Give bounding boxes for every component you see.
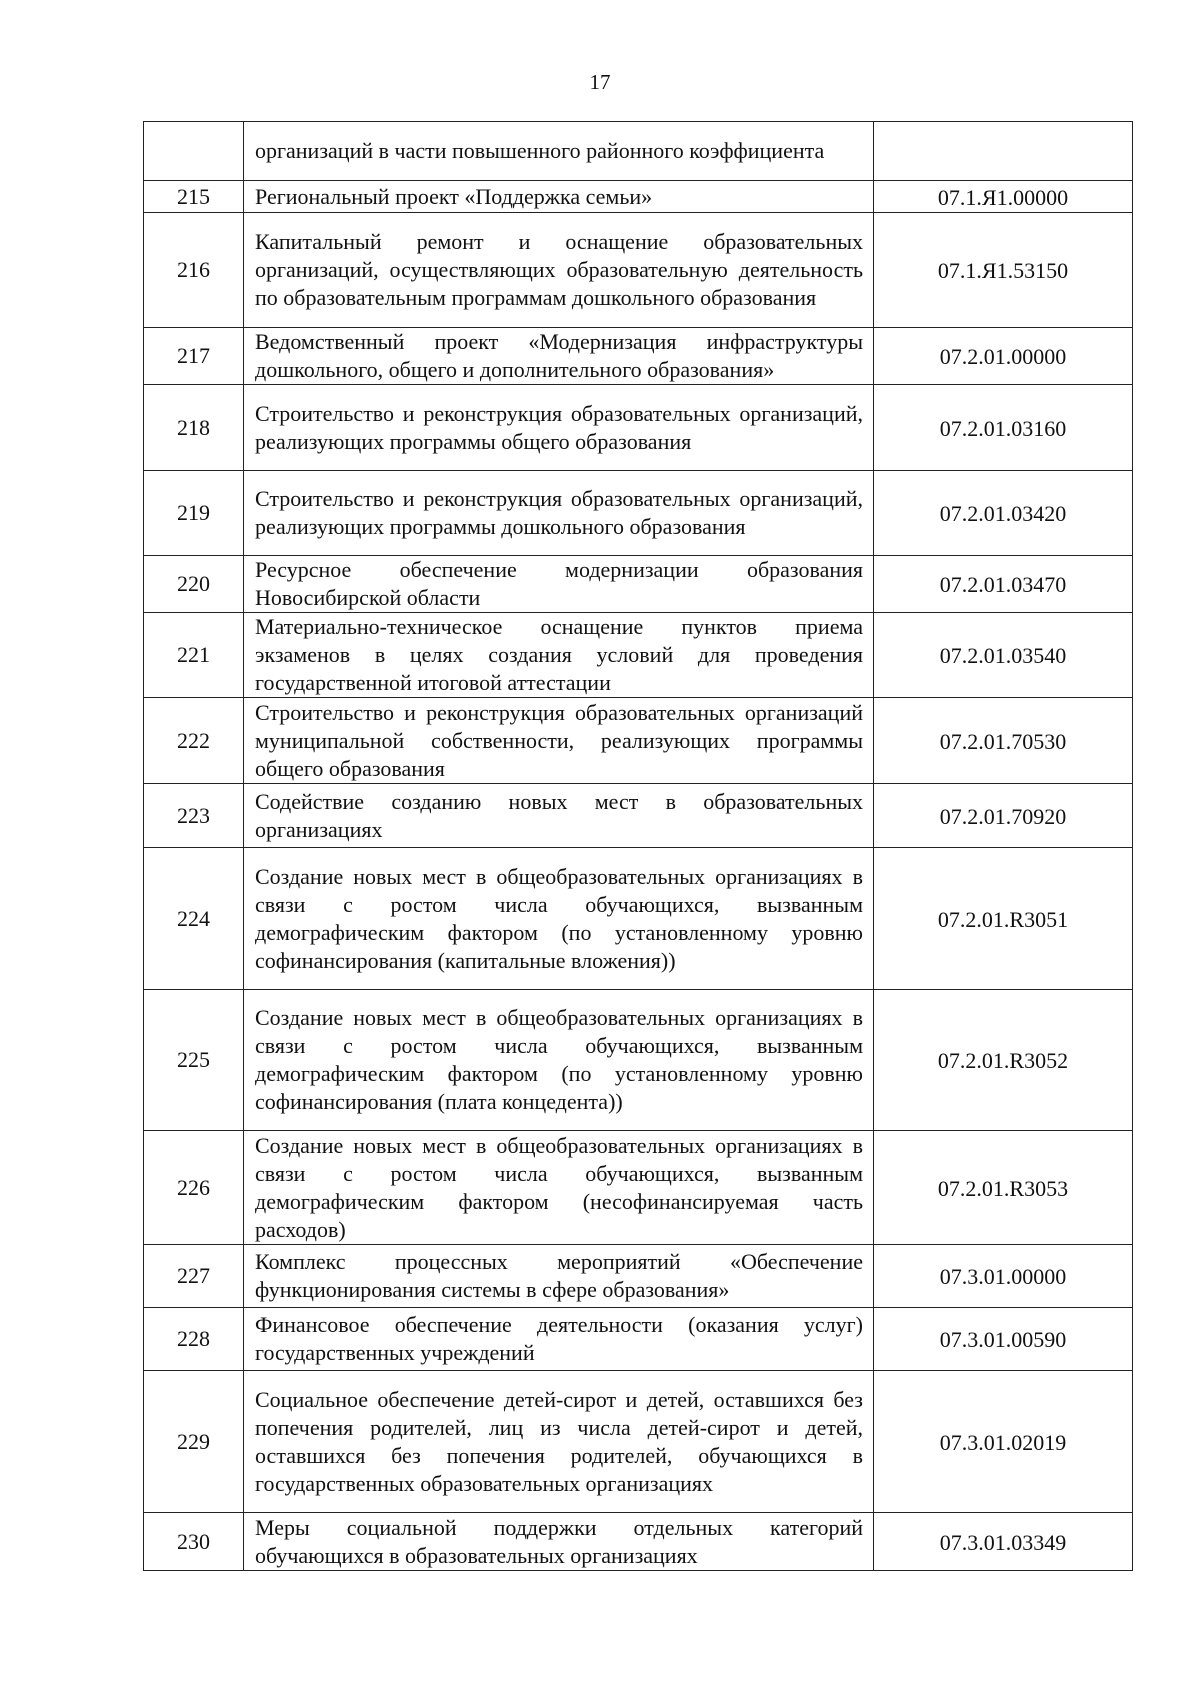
row-name-cell: Создание новых мест в общеобразовательных организациях в связи с ростом числа обучающихся, вызванным демографическим фактором (по установленному уровню софинансирования (капитальные вложения)) bbox=[244, 848, 874, 990]
row-number-cell: 222 bbox=[144, 698, 244, 784]
table-row bbox=[144, 328, 1133, 385]
row-code-cell: 07.3.01.00590 bbox=[874, 1308, 1133, 1371]
table-row bbox=[144, 784, 1133, 848]
table-row bbox=[144, 1371, 1133, 1513]
row-number-cell bbox=[144, 122, 244, 181]
row-code-cell: 07.3.01.02019 bbox=[874, 1371, 1133, 1513]
row-number-cell: 227 bbox=[144, 1245, 244, 1308]
table-row bbox=[144, 990, 1133, 1131]
row-number-cell: 223 bbox=[144, 784, 244, 848]
row-name-cell: Строительство и реконструкция образовательных организаций, реализующих программы общего образования bbox=[244, 385, 874, 471]
row-number-cell: 217 bbox=[144, 328, 244, 385]
row-number-cell: 228 bbox=[144, 1308, 244, 1371]
table-row bbox=[144, 1131, 1133, 1245]
row-name-cell: Ведомственный проект «Модернизация инфраструктуры дошкольного, общего и дополнительного образования» bbox=[244, 328, 874, 385]
table-row bbox=[144, 471, 1133, 556]
row-number-cell: 230 bbox=[144, 1513, 244, 1571]
row-name-cell: Комплекс процессных мероприятий «Обеспечение функционирования системы в сфере образования» bbox=[244, 1245, 874, 1308]
row-name-cell: Меры социальной поддержки отдельных категорий обучающихся в образовательных организациях bbox=[244, 1513, 874, 1571]
table-row bbox=[144, 1245, 1133, 1308]
row-number-cell: 224 bbox=[144, 848, 244, 990]
row-code-cell: 07.2.01.03420 bbox=[874, 471, 1133, 556]
table-row bbox=[144, 1513, 1133, 1571]
row-number-cell: 216 bbox=[144, 213, 244, 328]
row-code-cell: 07.2.01.R3052 bbox=[874, 990, 1133, 1131]
row-name-cell: Строительство и реконструкция образовательных организаций муниципальной собственности, реализующих программы общего образования bbox=[244, 698, 874, 784]
table-row bbox=[144, 213, 1133, 328]
table-row bbox=[144, 848, 1133, 990]
row-number-cell: 215 bbox=[144, 181, 244, 213]
row-number-cell: 220 bbox=[144, 556, 244, 613]
row-name-cell: организаций в части повышенного районного коэффициента bbox=[244, 122, 874, 181]
row-code-cell bbox=[874, 122, 1133, 181]
row-code-cell: 07.2.01.03540 bbox=[874, 613, 1133, 698]
row-code-cell: 07.2.01.00000 bbox=[874, 328, 1133, 385]
row-name-cell: Создание новых мест в общеобразовательных организациях в связи с ростом числа обучающихся, вызванным демографическим фактором (по установленному уровню софинансирования (плата концедента)) bbox=[244, 990, 874, 1131]
row-name-cell: Создание новых мест в общеобразовательных организациях в связи с ростом числа обучающихся, вызванным демографическим фактором (несофинансируемая часть расходов) bbox=[244, 1131, 874, 1245]
row-name-cell: Финансовое обеспечение деятельности (оказания услуг) государственных учреждений bbox=[244, 1308, 874, 1371]
row-number-cell: 219 bbox=[144, 471, 244, 556]
budget-codes-table bbox=[143, 121, 1133, 1571]
table-row bbox=[144, 122, 1133, 181]
row-code-cell: 07.1.Я1.53150 bbox=[874, 213, 1133, 328]
row-name-cell: Ресурсное обеспечение модернизации образования Новосибирской области bbox=[244, 556, 874, 613]
row-code-cell: 07.1.Я1.00000 bbox=[874, 181, 1133, 213]
row-code-cell: 07.3.01.03349 bbox=[874, 1513, 1133, 1571]
row-name-cell: Строительство и реконструкция образовательных организаций, реализующих программы дошкольного образования bbox=[244, 471, 874, 556]
table-row bbox=[144, 181, 1133, 213]
row-code-cell: 07.2.01.03470 bbox=[874, 556, 1133, 613]
row-code-cell: 07.2.01.03160 bbox=[874, 385, 1133, 471]
row-number-cell: 226 bbox=[144, 1131, 244, 1245]
row-number-cell: 221 bbox=[144, 613, 244, 698]
table-row bbox=[144, 556, 1133, 613]
table-row bbox=[144, 613, 1133, 698]
row-code-cell: 07.2.01.70530 bbox=[874, 698, 1133, 784]
row-code-cell: 07.2.01.R3051 bbox=[874, 848, 1133, 990]
table-row bbox=[144, 385, 1133, 471]
page-number: 17 bbox=[589, 70, 611, 94]
row-name-cell: Материально-техническое оснащение пунктов приема экзаменов в целях создания условий для проведения государственной итоговой аттестации bbox=[244, 613, 874, 698]
row-number-cell: 218 bbox=[144, 385, 244, 471]
row-name-cell: Социальное обеспечение детей-сирот и детей, оставшихся без попечения родителей, лиц из числа детей-сирот и детей, оставшихся без попечения родителей, обучающихся в государственных образовательных организациях bbox=[244, 1371, 874, 1513]
row-code-cell: 07.2.01.70920 bbox=[874, 784, 1133, 848]
table-row bbox=[144, 698, 1133, 784]
row-code-cell: 07.3.01.00000 bbox=[874, 1245, 1133, 1308]
row-number-cell: 229 bbox=[144, 1371, 244, 1513]
row-name-cell: Содействие созданию новых мест в образовательных организациях bbox=[244, 784, 874, 848]
row-number-cell: 225 bbox=[144, 990, 244, 1131]
row-name-cell: Капитальный ремонт и оснащение образовательных организаций, осуществляющих образовательную деятельность по образовательным программам дошкольного образования bbox=[244, 213, 874, 328]
table-row bbox=[144, 1308, 1133, 1371]
row-code-cell: 07.2.01.R3053 bbox=[874, 1131, 1133, 1245]
row-name-cell: Региональный проект «Поддержка семьи» bbox=[244, 181, 874, 213]
